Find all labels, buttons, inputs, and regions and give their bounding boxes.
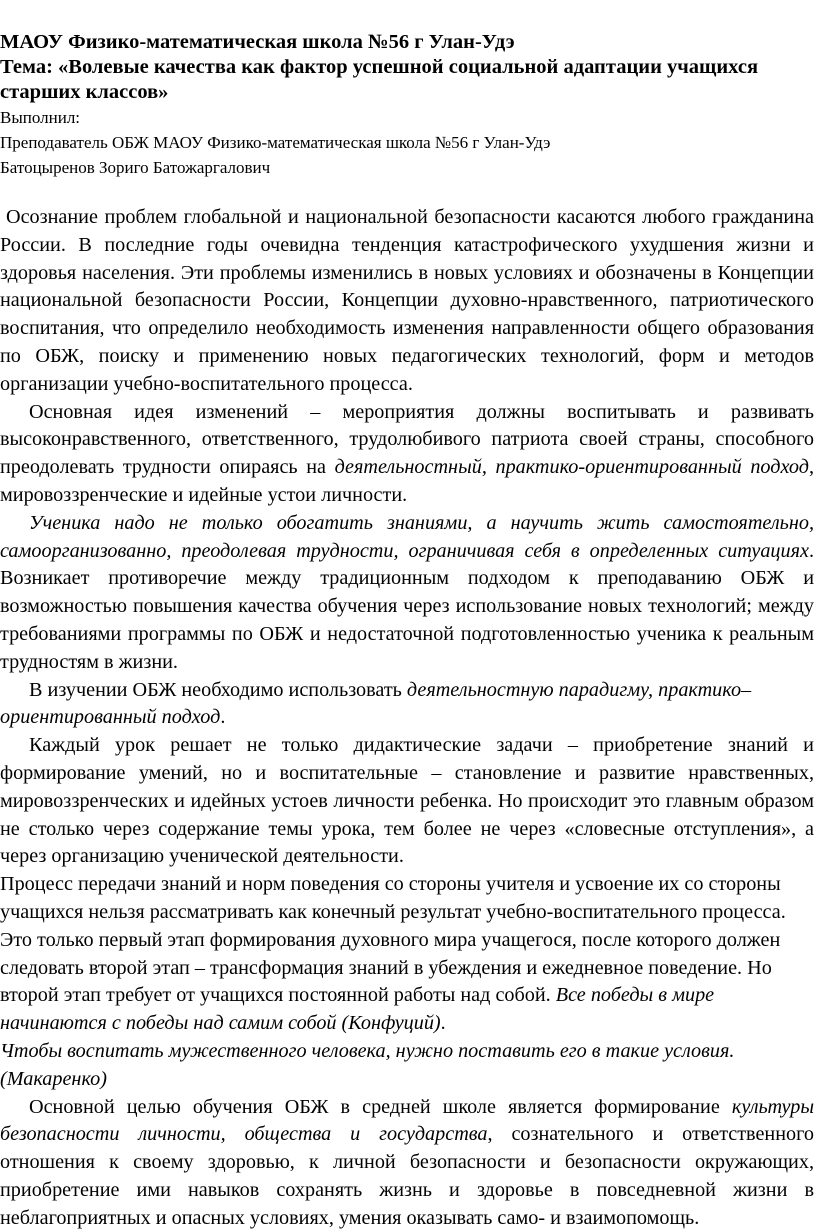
school-name: МАОУ Физико-математическая школа №56 г Улан-Удэ (0, 30, 814, 55)
paragraph-8 (0, 1094, 814, 1232)
paragraph-8-text-a: Основной целью обучения ОБЖ в средней школе является формирование (29, 1096, 732, 1118)
paragraph-2 (0, 399, 814, 510)
paragraph-3-text-b: . Возникает противоречие между традиционным подходом к преподаванию ОБЖ и возможностью повышения качества обучения через использование новых технологий; между требованиями программы по ОБЖ и недостаточной подготовленностью ученика к реальным трудностям в жизни. (0, 540, 814, 673)
paragraph-2-italic: деятельностный, практико-ориентированный подход (335, 456, 809, 478)
paragraph-4-text-b: . (220, 706, 225, 728)
paragraph-8-italic: культуры безопасности личности, общества и государства (0, 1096, 814, 1146)
paragraph-7-quote: Чтобы воспитать мужественного человека, нужно поставить его в такие условия. (Макаренко) (0, 1038, 814, 1094)
paragraph-6-italic: Все победы в мире начинаются с победы над самим собой (Конфуций) (0, 984, 714, 1034)
paragraph-2-text-b: , мировоззренческие и идейные устои личности. (0, 456, 814, 506)
author-position: Преподаватель ОБЖ МАОУ Физико-математическая школа №56 г Улан-Удэ (0, 130, 814, 155)
paragraph-3 (0, 510, 814, 677)
paragraph-8-text-b: , сознательного и ответственного отношения к своему здоровью, к личной безопасности и безопасности окружающих, приобретение ими навыков сохранять жизнь и здоровье в повседневной жизни в неблагоприятных и опасных условиях, умения оказывать само- и взаимопомощь. (0, 1123, 814, 1228)
paragraph-6 (0, 871, 814, 1038)
paragraph-4-italic: деятельностную парадигму, практико–ориентированный подход (0, 679, 751, 729)
author-name: Батоцыренов Зориго Батожаргалович (0, 155, 814, 180)
paragraph-6-text-b: . (441, 1012, 446, 1034)
header-spacer (0, 180, 814, 204)
paragraph-6-text-a: Процесс передачи знаний и норм поведения со стороны учителя и усвоение их со стороны учащихся нельзя рассматривать как конечный результат учебно-воспитательного процесса. Это только первый этап формирования духовного мира учащегося, после которого должен следовать второй этап – трансформация знаний в убеждения и ежедневное поведение. Но второй этап требует от учащихся постоянной работы над собой. (0, 873, 786, 1006)
paragraph-4-text-a: В изучении ОБЖ необходимо использовать (29, 679, 407, 701)
document-page (0, 30, 814, 1232)
paragraph-2-text-a: Основная идея изменений – мероприятия должны воспитывать и развивать высоконравственного, ответственного, трудолюбивого патриота своей страны, способного преодолевать трудности опираясь на (0, 401, 814, 479)
paragraph-1: Осознание проблем глобальной и национальной безопасности касаются любого гражданина России. В последние годы очевидна тенденция катастрофического ухудшения жизни и здоровья населения. Эти проблемы изменились в новых условиях и обозначены в Концепции национальной безопасности России, Концепции духовно-нравственного, патриотического воспитания, что определило необходимость изменения направленности общего образования по ОБЖ, поиску и применению новых педагогических технологий, форм и методов организации учебно-воспитательного процесса. (0, 204, 814, 399)
paragraph-5: Каждый урок решает не только дидактические задачи – приобретение знаний и формирование умений, но и воспитательные – становление и развитие нравственных, мировоззренческих и идейных устоев личности ребенка. Но происходит это главным образом не столько через содержание темы урока, тем более не через «словесные отступления», а через организацию ученической деятельности. (0, 732, 814, 871)
paragraph-4 (0, 677, 814, 733)
performed-by-label: Выполнил: (0, 105, 814, 130)
topic-title: Тема: «Волевые качества как фактор успешной социальной адаптации учащихся старших классов» (0, 55, 814, 105)
paragraph-3-italic: Ученика надо не только обогатить знаниями, а научить жить самостоятельно, самоорганизованно, преодолевая трудности, ограничивая себя в определенных ситуациях (0, 512, 814, 562)
